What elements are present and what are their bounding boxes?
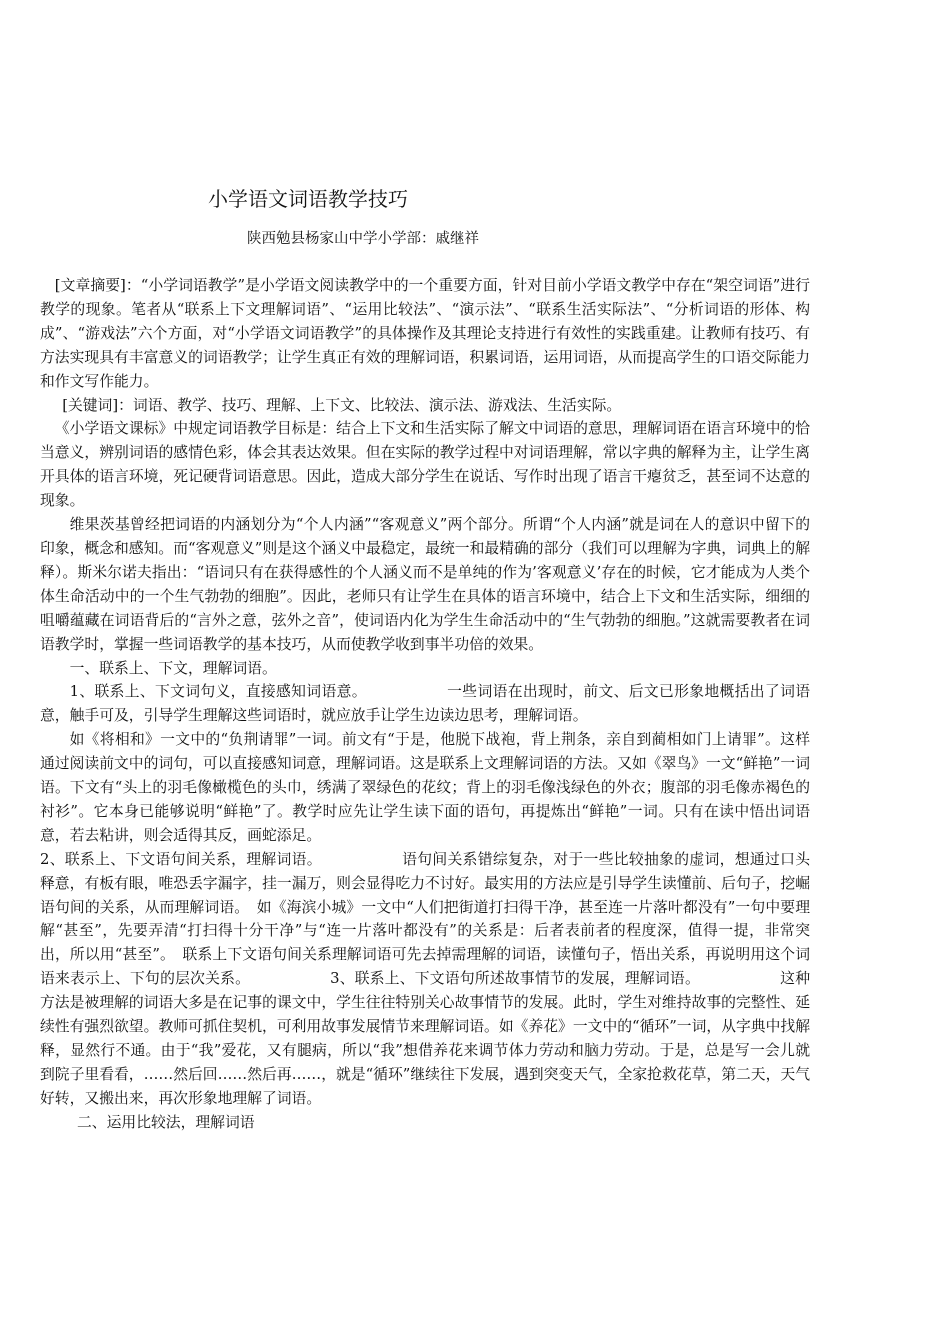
subheading-text: 2、联系上、下文语句间关系，理解词语。: [40, 850, 322, 868]
paragraph-text: 《小学语文课标》中规定词语教学目标是：结合上下文和生活实际了解文中词语的意思，理解词语在语言环境中的恰当意义，辨别词语的感情色彩，体会其表达效果。但在实际的教学过程中对词语理解，常以字典的解释为主，让学生离开具体的语言环境，死记硬背词语意思。因此，造成大部分学生在说话、写作时出现了语言干瘪贫乏，甚至词不达意的现象。: [40, 420, 810, 510]
document-page: [40, 0, 810, 1344]
section-heading: [40, 1111, 810, 1135]
paragraph-text: 语句间关系错综复杂，对于一些比较抽象的虚词，想通过口头释意，有板有眼，唯恐丢字漏字，挂一漏万，则会显得吃力不讨好。最实用的方法应是引导学生读懂前、后句子，挖崛语句间的关系，从而理解词语。 如《海滨小城》一文中“人们把街道打扫得干净，甚至连一片落叶都没有”一句中要理解“甚至”，先要弄清“打扫得十分干净”与“连一片落叶都没有”的关系是：后者表前者的程度深，值得一提，非常突出，所以用“甚至”。 联系上下文语句间关系理解词语可先去掉需理解的词语，读懂句子，悟出关系，再说明用这个词语来表示上、下句的层次关系。: [40, 850, 810, 988]
body-paragraph: [40, 728, 810, 848]
keywords-text: [关键词]：词语、教学、技巧、理解、上下文、比较法、演示法、游戏法、生活实际。: [62, 396, 622, 414]
subheading-text: 1、联系上、下文词句义，直接感知词语意。: [69, 683, 367, 701]
section-heading: [40, 657, 810, 681]
abstract-paragraph: [40, 274, 810, 394]
paragraph-text: 如《将相和》一文中的“负荆请罪”一词。前文有“于是，他脱下战袍，背上荆条，亲自到蔺相如门上请罪”。这样通过阅读前文中的词句，可以直接感知词意，理解词语。这是联系上文理解词语的方法。又如《翠鸟》一文“鲜艳”一词语。下文有“头上的羽毛像橄榄色的头巾，绣满了翠绿色的花纹；背上的羽毛像浅绿色的外衣；腹部的羽毛像赤褐色的衬衫”。它本身已能够说明“鲜艳”了。教学时应先让学生读下面的语句，再提炼出“鲜艳”一词。只有在读中悟出词语意，若去粘讲，则会适得其反，画蛇添足。: [40, 731, 810, 844]
paragraph-text: 这种方法是被理解的词语大多是在记事的课文中，学生往往特别关心故事情节的发展。此时，学生对维持故事的完整性、延续性有强烈欲望。教师可抓住契机，可利用故事发展情节来理解词语。如《养花》一文中的“循环”一词，从字典中找解释，显然行不通。由于“我”爱花，又有腿病，所以“我”想借养花来调节体力劳动和脑力劳动。于是，总是写一会儿就到院子里看看，……然后回……然后再……，就是“循环”继续往下发展，遇到突变天气，全家抢救花草，第二天，天气好转，又搬出来，再次形象地理解了词语。: [40, 970, 810, 1107]
paragraph-text: 一些词语在出现时，前文、后文已形象地概括出了词语意，触手可及，引导学生理解这些词语时，就应放手让学生边读边思考，理解词语。: [40, 683, 810, 725]
subheading-text: 3、联系上、下文语句所述故事情节的发展，理解词语。: [330, 970, 700, 988]
document-body: [40, 274, 810, 1135]
body-paragraph: [40, 680, 810, 728]
author-line: 陕西勉县杨家山中学小学部：戚继祥: [247, 231, 479, 247]
abstract-text: [文章摘要]：“小学词语教学”是小学语文阅读教学中的一个重要方面，针对目前小学语文教学中存在“架空词语”进行教学的现象。笔者从“联系上下文理解词语”、“运用比较法”、“演示法”、“联系生活实际法”、“分析词语的形体、构成”、“游戏法”六个方面，对“小学语文词语教学”的具体操作及其理论支持进行有效性的实践重建。让教师有技巧、有方法实现具有丰富意义的词语教学；让学生真正有效的理解词语，积累词语，运用词语，从而提高学生的口语交际能力和作文写作能力。: [40, 277, 810, 390]
section-heading-text: 二、运用比较法，理解词语: [77, 1113, 255, 1131]
section-heading-text: 一、联系上、下文，理解词语。: [69, 659, 277, 677]
body-paragraph: [40, 848, 810, 1111]
body-paragraph: [40, 417, 810, 513]
keywords-paragraph: [40, 394, 810, 418]
document-title: 小学语文词语教学技巧: [208, 187, 408, 211]
paragraph-text: 维果茨基曾经把词语的内涵划分为“个人内涵”“客观意义”两个部分。所谓“个人内涵”就是词在人的意识中留下的印象，概念和感知。而“客观意义”则是这个涵义中最稳定，最统一和最精确的部分（我们可以理解为字典，词典上的解释）。斯米尔诺夫指出：“语词只有在获得感性的个人涵义而不是单纯的作为’客观意义’存在的时候，它才能成为人类个体生命活动中的一个生气勃勃的细胞”。因此，老师只有让学生在具体的语言环境中，结合上下文和生活实际，细细的咀嚼蕴藏在词语背后的“言外之意，弦外之音”，使词语内化为学生生命活动中的“生气勃勃的细胞。”这就需要教者在词语教学时，掌握一些词语教学的基本技巧，从而使教学收到事半功倍的效果。: [40, 516, 810, 653]
body-paragraph: [40, 513, 810, 656]
